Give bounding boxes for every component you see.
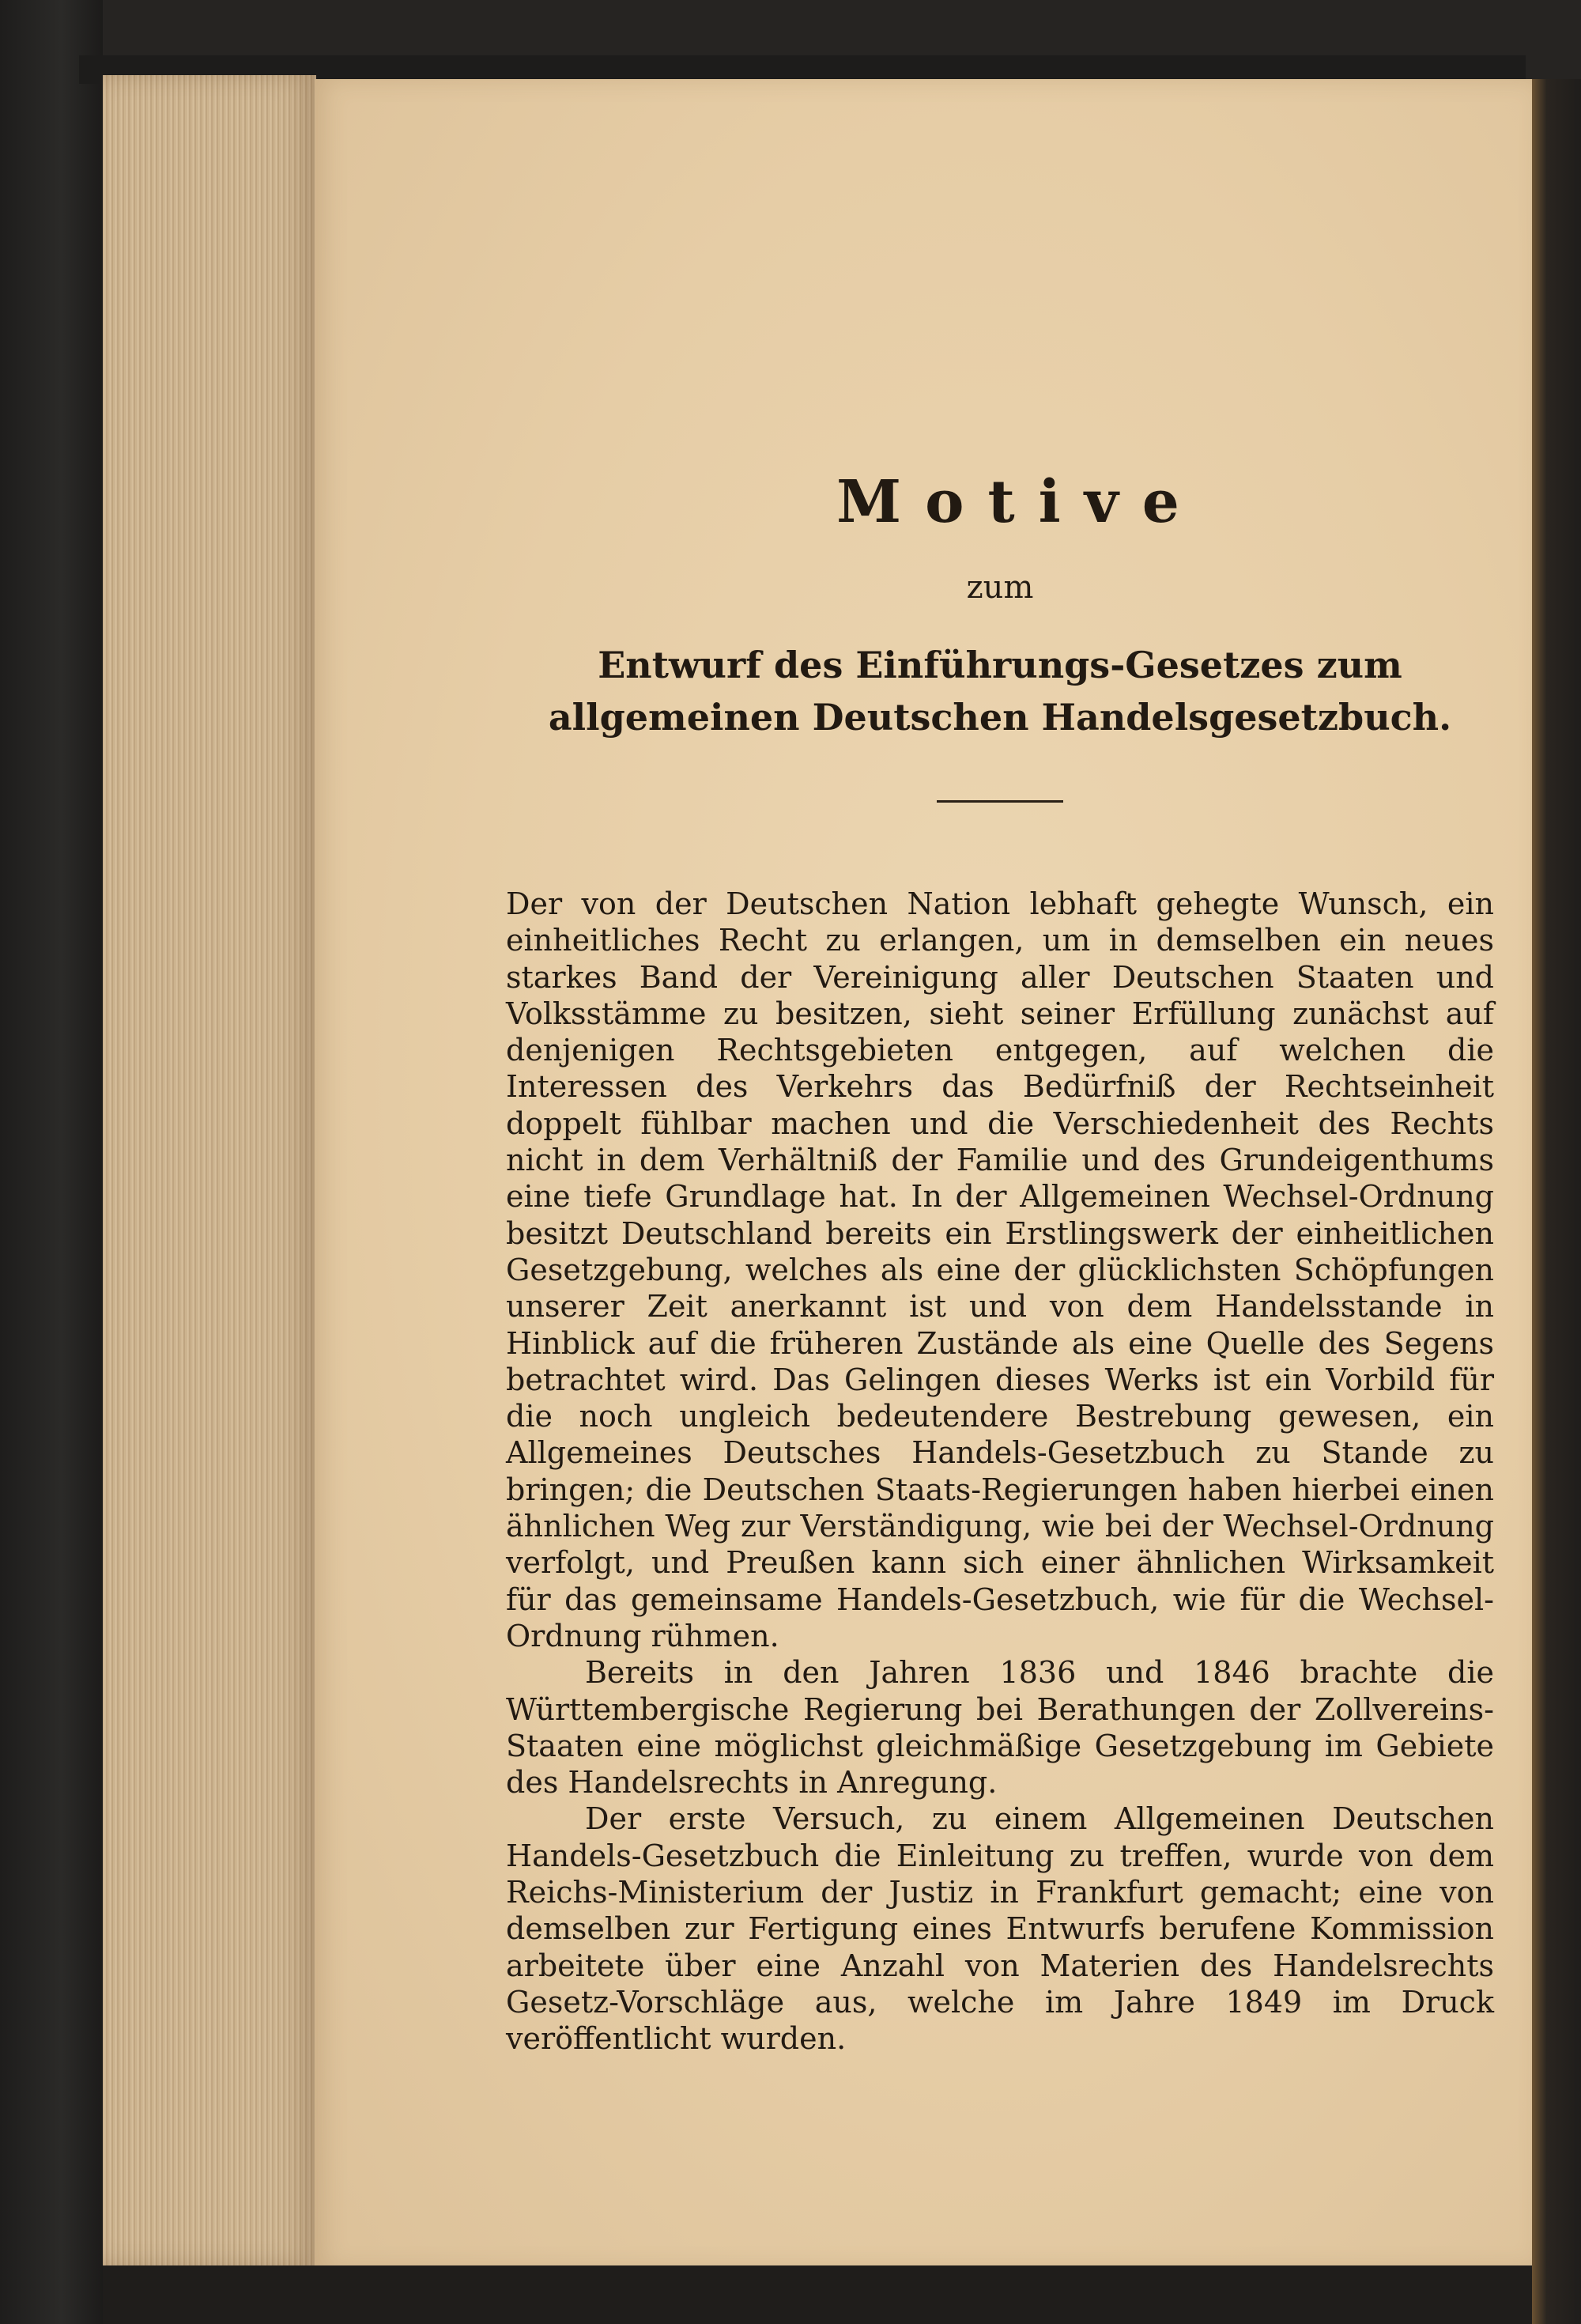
- title-preposition: zum: [966, 569, 1034, 606]
- separator-rule: [937, 800, 1063, 803]
- book-cover-left: [0, 0, 103, 2324]
- page-edges: [103, 75, 316, 2265]
- page-subtitle: Entwurf des Einführungs-Gesetzes zum allgemeinen Deutschen Handelsgesetzbuch.: [548, 644, 1452, 739]
- paragraph-2: Bereits in den Jahren 1836 und 1846 brachte die Württembergische Regierung bei Berathungen der Zollvereins-Staaten eine möglichst gleichmäßige Gesetzgebung im Gebiete des Handelsrechts in Anregung.: [506, 1655, 1494, 1801]
- book-cover-right: [1532, 79, 1581, 2324]
- page-content: [506, 467, 1494, 2058]
- body-text: [506, 886, 1494, 2058]
- paragraph-3: Der erste Versuch, zu einem Allgemeinen Deutschen Handels-Gesetzbuch die Einleitung zu treffen, wurde von dem Reichs-Ministerium der Justiz in Frankfurt gemacht; eine von demselben zur Fertigung eines Entwurfs berufene Kommission arbeitete über eine Anzahl von Materien des Handelsrechts Gesetz-Vorschläge aus, welche im Jahre 1849 im Druck veröffentlicht wurden.: [506, 1801, 1494, 2057]
- paragraph-1: Der von der Deutschen Nation lebhaft gehegte Wunsch, ein einheitliches Recht zu erlangen, um in demselben ein neues starkes Band der Vereinigung aller Deutschen Staaten und Volksstämme zu besitzen, sieht seiner Erfüllung zunächst auf denjenigen Rechtsgebieten entgegen, auf welchen die Interessen des Verkehrs das Bedürfniß der Rechtseinheit doppelt fühlbar machen und die Verschiedenheit des Rechts nicht in dem Verhältniß der Familie und des Grundeigenthums eine tiefe Grundlage hat. In der Allgemeinen Wechsel-Ordnung besitzt Deutschland bereits ein Erstlingswerk der einheitlichen Gesetzgebung, welches als eine der glücklichsten Schöpfungen unserer Zeit anerkannt ist und von dem Handelsstande in Hinblick auf die früheren Zustände als eine Quelle des Segens betrachtet wird. Das Gelingen dieses Werks ist ein Vorbild für die noch ungleich bedeutendere Bestrebung gewesen, ein Allgemeines Deutsches Handels-Gesetzbuch zu Stande zu bringen; die Deutschen Staats-Regierungen haben hierbei einen ähnlichen Weg zur Verständigung, wie bei der Wechsel-Ordnung verfolgt, und Preußen kann sich einer ähnlichen Wirksamkeit für das gemeinsame Handels-Gesetzbuch, wie für die Wechsel-Ordnung rühmen.: [506, 886, 1494, 1653]
- book-cover-bottom: [103, 2265, 1532, 2324]
- page-title: Motive: [836, 468, 1203, 536]
